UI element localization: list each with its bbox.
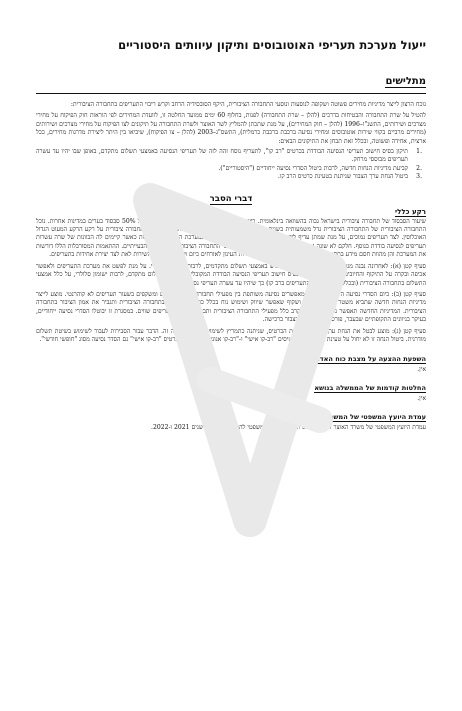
body-paragraph-2: סעיף קטן (א): לאחרונה נבנה מגוון הנחות, מבוסס מרחק לשימוש באמצעי תשלום מתקדמים, לרבות, ישומון סלולרי. על מנת לפשט את מערכת התעריפים ולאפשר אכיפה ובקרה על התיקוף והחיובים, מוצע להחיל את בסיס חישוב תעריפי הנסיעה הבודדת המקובלים באמצעי תשלום מתקדם, לרבות ישומון סלולרי, על כלל אמצעי התשלום בתחבורה הציבורית (ובכלל זה על שיטת התעריפים ברב קו) כך שיהיו עד עשרה תעריפי נסיעה.	[36, 262, 426, 287]
list-item-text: קביעת מדיניות הנחות חדשה, לרבות ביטול הסדרי נסיעה ייחודיים ("היסטוריים").	[218, 164, 408, 172]
list-item	[36, 148, 422, 165]
document-title: ייעול מערכת תעריפי האוטובוסים ותיקון עיוותים היסטוריים	[118, 38, 426, 52]
list-item	[36, 164, 422, 173]
section-heading-text: מתלישים	[385, 76, 426, 87]
list-item-text: תיקון בסיס חישוב תעריפי הנסיעה הבודדת בכרטיס "רב קו", לתעריף נוסח זהה לזה של תעריפי הנסיעה באמצעי תשלום מתקדם, באופן שבו יהיו עד עשרה תעריפים מבוססי מרחק.	[36, 148, 408, 164]
manpower-heading-text: השפעת ההצעה על מצבת כוח האדם	[315, 355, 426, 364]
legal-advisor-heading-text: עמדת היועץ המשפטי של המשרד יוזם ההצעה	[287, 413, 426, 422]
legal-advisor-heading	[36, 413, 426, 421]
background-heading-text: רקע כללי	[395, 207, 426, 216]
explanation-heading	[36, 194, 426, 204]
body-paragraph-4: סעיף קטן (ג): מוצע לבטל את הנחת ערך הצבור בטעינת הכרטיס, שניתנה כתמריץ לשימוש בהסדר נסיעה זה. הדבר עבור הסבירות לעבור לשימוש בשיטת תשלום מודרנית. ביטול הנחה זו לא יחול על טעינת ערך צבור לכרטיסים "רב-קו אישי" ו-"רב-קו אנונימי"), וביחס לכרטיס "רב-קו אישי" גם הסדר נסיעה מסוג "חופשי חודשי".	[36, 327, 426, 343]
manpower-answer: אין.	[417, 366, 426, 374]
explanation-heading-text: דברי הסבר	[209, 193, 253, 204]
intro-paragraph-2: להטיל על שרת התחבורה והבטיחות בדרכים (להלן – שרת התחבורה) לפנות, בחלוף 60 ימים ממועד החלטה זו, לוועדת המחירים לפי הוראות חוק הפיקוח על מחירי מצרכים ושירותים, התשנ"ו–1996 (להלן – חוק המחירים), על מנת שתכתן להמליץ לשר האוצר ולשרת התחבורה על תיקונים לצו הפיקוח על מחירי מצרכים ושירותים (מחירים מרביים בקווי שירות אוטובוסים ומחירי נסיעה ברכבת ברכבת כרמלית), התשס"ג–2003 (להלן – צו הפיקוח), שיביאו בין היתר ליצירת מדרגות מחירים, ככל ארצית, אחידה ופשוטה, ובכלל זאת תבחן את התיקונים הבאים:	[36, 112, 426, 145]
section-heading	[36, 76, 426, 87]
legal-advisor-answer: עמדת היועץ המשפטי של משרד האוצר הצורף במסגרת חוות הדעת למשפטי להכנת הכלכלית לשנים 2021 ו-2022.	[151, 424, 426, 432]
list-number: .1	[416, 148, 422, 156]
list-item	[36, 173, 422, 181]
previous-decisions-heading-text: החלטות קודמות של הממשלה בנושא	[314, 384, 426, 393]
decision-list	[36, 148, 426, 182]
background-heading	[36, 208, 426, 216]
section-divider	[36, 93, 426, 94]
body-paragraph-3: סעיף קטן (ב): כיום הסדרי נסיעה היסטוריים אינם מאפשרים נסיעה משותפת בין מפעילי תחבורה ציבורית שונים ומשקפים בשעור תעריפים לא קוהרנטי. מוצע לייצר מדיניות הנחות חדשה שתביא משטר תעריפי פשוט ושקוף שאפשר שיווק ושימוש נוח בכלל כרטיסי הנסיעה בתחבורה הציבורית ותגביר את אמון הציבור בתחבורה הציבורית. המדיניות החדשה תאפשר נסיעות מעבר בקרב כלל מפעילי התחבורה הציבורית ותבטל לשימוש תעריפים שווים. במסגרת זו יבוטלו הסדרי נסיעה ייחודיים, בעיקר בניוונים התקופתיים שבעבר, פורסמת לא לפגוע בצבור ברכישה.	[36, 290, 426, 324]
body-paragraph-1: שיעור הסבסוד של תחבורה ציבורית בישראל גבוה בהשוואה בינלאומית. בישראל הוא עומד על כ-70% לעומת ממוצע של 50% סבסוד בערים במדינות אחרות. נוכל התחבורה הציבורית של התחבורה הציבורית גדל משמעותית בשנים האחרונות וזאת לצד ביקוש נוסעים ותיקוני נוסעים בתחבורה ציבורית על רקע הרקע המעוט הגדול האוכלוסין. לצד תעריפים נמוכים, על מנת שמתן עדיף לייצר מדיניות מחירים פשוטה ושקופה במערכת התעריפים הקיימת כאשר קיימים לה הכוונות של שרה עשרות תעריפים לנסיעה בודדת בנוסף. חלקם לא שונה גם במסגרת הרפורמות שבוצעו בתעריפי התחבורה הציבורית השירותים והבעייתיים. ההתאמות המסורבלות הללו דורשות את המערכת והן מהוות חסם מידע בתחבורה הציבורית ובכך להרחיב את השירות העינון לאזרחים כיום ולשם את אלם השירות לאת לצד יצירת אחידות בתעריפים.	[36, 217, 426, 259]
manpower-heading	[36, 355, 426, 363]
list-item-text: ביטול הנחת ערך הצבור שניתנת בטעינת כרטיס הרב קו.	[277, 173, 408, 181]
previous-decisions-heading	[36, 384, 426, 392]
intro-paragraph-1: נוכח הרצון לייצר מדיניות מחירים פשוטה ושקופה לנוסעות ונוסעי התחבורה הציבורית, היקף הסובסידיה הרחב וקרש ריבוי התעריפים בתחבורה הציבורית:	[70, 101, 426, 108]
list-number: .2	[416, 164, 422, 172]
previous-decisions-answer: אין.	[417, 395, 426, 403]
list-number: .3	[416, 173, 422, 181]
